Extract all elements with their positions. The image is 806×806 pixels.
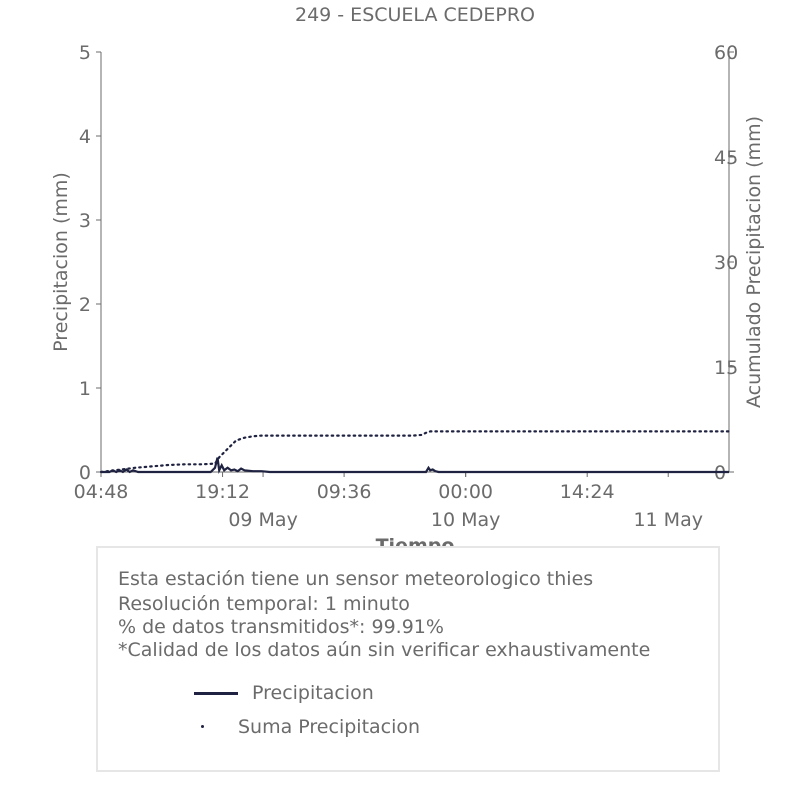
legend-line-swatch: [194, 692, 238, 695]
y-tick-label: 3: [78, 210, 91, 232]
x-tick-label: 14:24: [559, 481, 615, 503]
info-resolution: Resolución temporal: 1 minuto: [118, 593, 410, 615]
y-tick-label: 2: [78, 294, 91, 316]
legend-item-precipitacion: Precipitacion: [252, 682, 374, 704]
y2-tick-label: 45: [714, 147, 739, 169]
series-group: [101, 431, 729, 472]
y2-tick-label: 15: [714, 357, 739, 379]
x-date-label: 09 May: [228, 509, 298, 531]
info-quality-note: *Calidad de los datos aún sin verificar exhaustivamente: [118, 639, 651, 661]
y-tick-label: 4: [78, 126, 91, 148]
x-tick-label: 00:00: [438, 481, 494, 503]
y2-tick-label: 60: [714, 42, 739, 64]
ticks: [74, 42, 739, 531]
y2-axis-label: Acumulado Precipitacion (mm): [743, 116, 765, 408]
y-axis-label: Precipitacion (mm): [50, 172, 72, 352]
y-tick-label: 5: [78, 42, 91, 64]
x-tick-label: 09:36: [316, 481, 372, 503]
y-tick-label: 1: [78, 378, 91, 400]
chart-title: 249 - ESCUELA CEDEPRO: [294, 4, 536, 26]
x-date-label: 11 May: [633, 509, 703, 531]
legend-dot-swatch: [201, 725, 204, 728]
y2-tick-label: 0: [714, 462, 727, 484]
y-tick-label: 0: [78, 462, 91, 484]
y2-tick-label: 30: [714, 252, 739, 274]
axes: [101, 52, 729, 472]
info-sensor: Esta estación tiene un sensor meteorologico thies: [118, 568, 594, 590]
x-tick-label: 04:48: [73, 481, 129, 503]
info-box: [96, 546, 720, 772]
x-date-label: 10 May: [430, 509, 501, 531]
info-transmitted: % de datos transmitidos*: 99.91%: [118, 616, 444, 638]
x-tick-label: 19:12: [195, 481, 250, 503]
series-suma-precipitacion: [101, 431, 729, 472]
legend-item-suma-precipitacion: Suma Precipitacion: [238, 716, 421, 738]
